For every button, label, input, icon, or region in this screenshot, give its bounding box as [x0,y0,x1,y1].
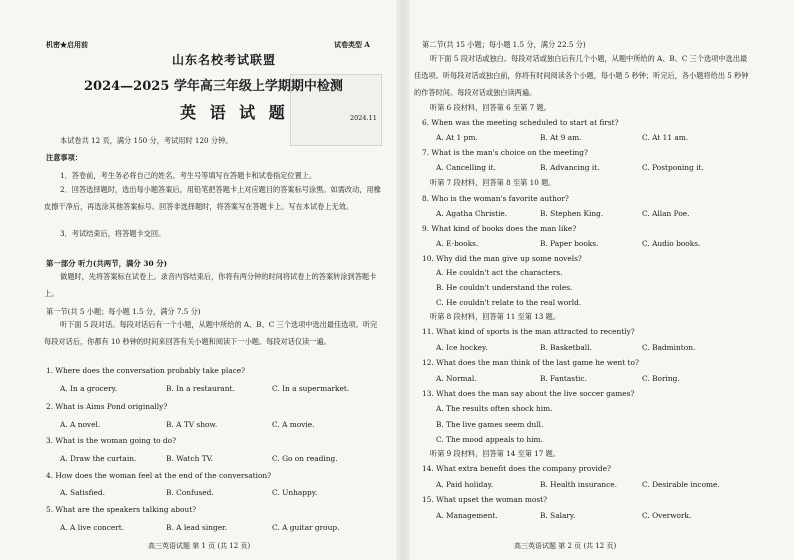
intro-line: 本试卷共 12 页，满分 150 分，考试用时 120 分钟。 [60,136,233,145]
question-6-option-b[interactable]: B. At 9 am. [540,133,582,142]
question-2-option-b[interactable]: B. A TV show. [166,420,218,429]
question-8-stem: 8. Who is the woman's favorite author? [422,194,569,203]
question-10-stem: 10. Why did the man give up some novels? [422,254,582,263]
question-15-option-a[interactable]: A. Management. [436,511,498,520]
question-7-option-a[interactable]: A. Cancelling it. [436,163,496,172]
right-page-footer: 高三英语试题 第 2 页 (共 12 页) [514,542,617,550]
question-14-option-c[interactable]: C. Desirable income. [642,480,720,489]
section1-description: 听下面 5 段对话。每段对话后有一个小题，从题中所给的 A、B、C 三个选项中选出最佳选项。听完每段对话后，你都有 10 秒钟的时间来回答有关小题和阅读下一小题。每段对话仅读一遍。 [44,320,378,346]
question-7-stem: 7. What is the man's choice on the meeting? [422,148,588,157]
left-page [44,0,390,560]
question-5-stem: 5. What are the speakers talking about? [46,505,197,514]
notes-label: 注意事项： [46,153,82,162]
question-6-option-a[interactable]: A. At 1 pm. [436,133,478,142]
question-6-stem: 6. When was the meeting scheduled to start at first? [422,118,619,127]
section1-heading: 第一节(共 5 小题；每小题 1.5 分，满分 7.5 分) [46,307,201,316]
question-8-option-c[interactable]: C. Allan Poe. [642,209,690,218]
question-9-stem: 9. What kind of books does the man like? [422,224,577,233]
question-4-option-a[interactable]: A. Satisfied. [60,488,106,497]
question-2-option-c[interactable]: C. A movie. [272,420,315,429]
material-7-instruction: 听第 7 段材料，回答第 8 至第 10 题。 [430,178,556,187]
question-14-option-b[interactable]: B. Health insurance. [540,480,618,489]
question-12-option-b[interactable]: B. Fantastic. [540,374,587,383]
exam-session-title: 2024—2025 学年高三年级上学期期中检测 [84,79,343,94]
part1-description: 做题时，先将答案标在试卷上。录音内容结束后，你将有两分钟的时间将试卷上的答案转涂到答题卡上。 [44,272,377,298]
question-4-stem: 4. How does the woman feel at the end of the conversation? [46,471,272,480]
question-11-option-b[interactable]: B. Basketball. [540,343,592,352]
question-3-stem: 3. What is the woman going to do? [46,436,177,445]
question-8-option-a[interactable]: A. Agatha Christie. [436,209,508,218]
question-15-option-c[interactable]: C. Overwork. [642,511,692,520]
question-2-option-a[interactable]: A. A novel. [60,420,101,429]
question-7-option-b[interactable]: B. Advancing it. [540,163,600,172]
subject-title: 英 语 试 题 [180,103,289,122]
question-13-option-b[interactable]: B. The live games seem dull. [436,420,544,429]
question-9-option-a[interactable]: A. E-books. [436,239,479,248]
question-10-option-c[interactable]: C. He couldn't relate to the real world. [436,298,582,307]
question-2-stem: 2. What is Aims Pond originally? [46,402,168,411]
question-1-option-c[interactable]: C. In a supermarket. [272,384,350,393]
question-13-option-c[interactable]: C. The mood appeals to him. [436,435,543,444]
question-3-option-b[interactable]: B. Watch TV. [166,454,214,463]
exam-date: 2024.11 [350,114,377,122]
question-4-option-b[interactable]: B. Confused. [166,488,214,497]
question-1-option-b[interactable]: B. In a restaurant. [166,384,235,393]
question-15-stem: 15. What upset the woman most? [422,495,548,504]
question-13-stem: 13. What does the man say about the live soccer games? [422,389,635,398]
right-page [414,0,754,560]
page-fold [396,0,410,560]
question-5-option-b[interactable]: B. A lead singer. [166,523,228,532]
material-9-instruction: 听第 9 段材料，回答第 14 至第 17 题。 [430,449,561,458]
left-page-footer: 高三英语试题 第 1 页 (共 12 页) [148,542,251,550]
question-14-stem: 14. What extra benefit does the company provide? [422,464,611,473]
question-4-option-c[interactable]: C. Unhappy. [272,488,318,497]
question-11-option-c[interactable]: C. Badminton. [642,343,696,352]
question-5-option-a[interactable]: A. A live concert. [60,523,125,532]
question-3-option-c[interactable]: C. Go on reading. [272,454,338,463]
question-5-option-c[interactable]: C. A guitar group. [272,523,340,532]
question-10-option-b[interactable]: B. He couldn't understand the roles. [436,283,573,292]
question-9-option-b[interactable]: B. Paper books. [540,239,599,248]
question-10-option-a[interactable]: A. He couldn't act the characters. [436,268,563,277]
question-12-option-a[interactable]: A. Normal. [436,374,477,383]
question-3-option-a[interactable]: A. Draw the curtain. [60,454,137,463]
question-8-option-b[interactable]: B. Stephen King. [540,209,604,218]
question-12-stem: 12. What does the man think of the last game he went to? [422,358,639,367]
question-1-stem: 1. Where does the conversation probably take place? [46,366,246,375]
section2-description: 听下面 5 段对话或独白。每段对话或独白后有几个小题，从题中所给的 A、B、C 三个选项中选出最佳选项。听每段对话或独白前，你将有时间阅读各个小题，每小题 5 秒钟；听完后，各小题将给出 5 秒钟的作答时间。每段对话或独白读两遍。 [414,54,749,97]
question-9-option-c[interactable]: C. Audio books. [642,239,701,248]
question-15-option-b[interactable]: B. Salary. [540,511,576,520]
question-14-option-a[interactable]: A. Paid holiday. [436,480,494,489]
question-6-option-c[interactable]: C. At 11 am. [642,133,689,142]
question-1-option-a[interactable]: A. In a grocery. [60,384,118,393]
question-7-option-c[interactable]: C. Postponing it. [642,163,704,172]
note-3: 3．考试结束后，将答题卡交回。 [60,229,166,238]
paper-type-label: 试卷类型 A [334,40,370,49]
exam-union-title: 山东名校考试联盟 [172,53,277,67]
material-6-instruction: 听第 6 段材料，回答第 6 至第 7 题。 [430,103,551,112]
part1-heading: 第一部分 听力(共两节，满分 30 分) [46,259,168,268]
material-8-instruction: 听第 8 段材料，回答第 11 至第 13 题。 [430,312,561,321]
question-12-option-c[interactable]: C. Boring. [642,374,680,383]
question-13-option-a[interactable]: A. The results often shock him. [436,404,553,413]
question-11-stem: 11. What kind of sports is the man attracted to recently? [422,327,635,336]
question-11-option-a[interactable]: A. Ice hockey. [436,343,488,352]
note-2: 2．回答选择题时，选出每小题答案后，用铅笔把答题卡上对应题目的答案标号涂黑。如需改动，用橡皮擦干净后，再选涂其他答案标号。回答非选择题时，将答案写在答题卡上。写在本试卷上无效。 [44,185,381,211]
confidential-label: 机密★启用前 [46,40,88,49]
note-1: 1．答卷前，考生务必将自己的姓名、考生号等填写在答题卡和试卷指定位置上。 [60,171,317,180]
section2-heading: 第二节(共 15 小题；每小题 1.5 分，满分 22.5 分) [422,40,586,49]
